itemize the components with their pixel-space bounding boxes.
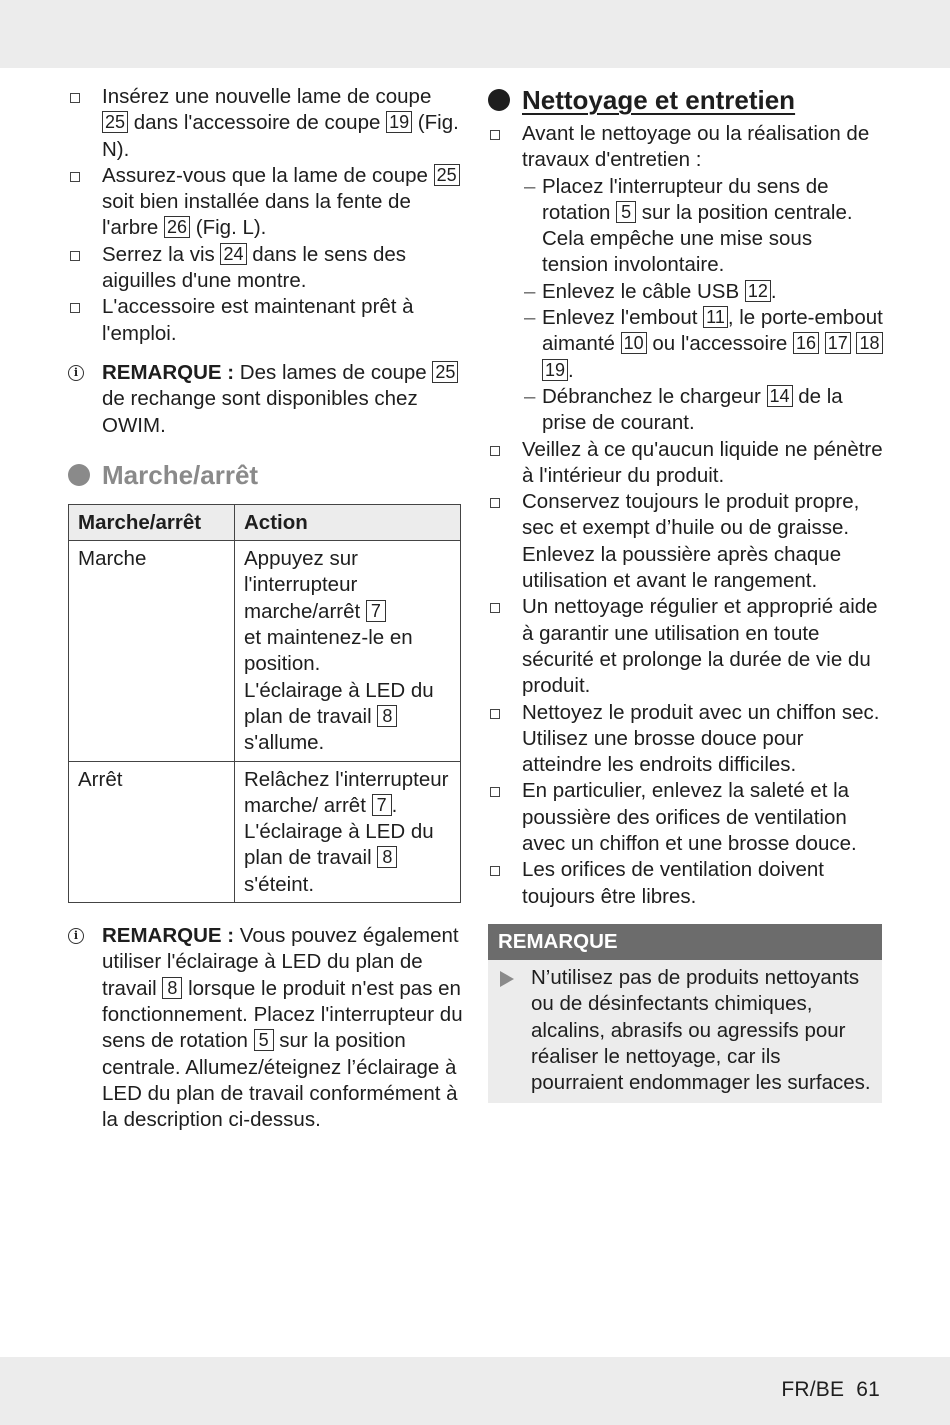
reference-number: 25: [432, 361, 458, 383]
reference-number: 17: [825, 332, 851, 354]
note-spare-blades: [68, 360, 463, 439]
reference-number: 16: [793, 332, 819, 354]
checkbox-bullet-icon: [70, 93, 80, 103]
list-item: [488, 594, 883, 699]
note-label: REMARQUE :: [102, 360, 235, 384]
reference-number: 18: [856, 332, 882, 354]
table-header-cell: Action: [235, 504, 461, 540]
list-item-text: Nettoyez le produit avec un chiffon sec. Utilisez une brosse douce pour atteindre les endroits difficiles.: [522, 700, 880, 777]
list-item: [488, 121, 883, 174]
reference-number: 7: [372, 794, 392, 816]
reference-number: 5: [254, 1029, 274, 1051]
footer-language: FR/BE: [781, 1378, 845, 1401]
steps-list-right: [488, 121, 883, 910]
header-band: [0, 0, 950, 68]
remark-box-text: N’utilisez pas de produits nettoyants ou de désinfectants chimiques, alcalins, abrasifs ou agressifs pour réaliser le nettoyage, car ils pourraient endommager les surfaces.: [531, 965, 871, 1095]
checkbox-bullet-icon: [490, 130, 500, 140]
list-item: [488, 437, 883, 490]
reference-number: 8: [162, 977, 182, 999]
list-item-text: L'accessoire est maintenant prêt à l'emploi.: [102, 295, 414, 345]
left-column: [68, 84, 463, 1133]
list-item-text: Veillez à ce qu'aucun liquide ne pénètre à l'intérieur du produit.: [522, 437, 883, 487]
dash-bullet-icon: –: [524, 306, 536, 330]
dash-bullet-icon: –: [524, 384, 536, 408]
remark-box: [488, 924, 882, 1103]
reference-number: 10: [621, 332, 647, 354]
reference-number: 7: [366, 600, 386, 622]
checkbox-bullet-icon: [490, 498, 500, 508]
list-item-text: Un nettoyage régulier et approprié aide à garantir une utilisation en toute sécurité et prolonge la durée de vie du produit.: [522, 595, 878, 698]
page-number: 61: [856, 1378, 880, 1401]
dash-bullet-icon: –: [524, 174, 536, 198]
note-label: REMARQUE :: [102, 924, 235, 948]
table-cell-action: Relâchez l'interrupteur marche/ arrêt 7 . L'éclairage à LED du plan de travail 8 s'éteint.: [235, 761, 461, 902]
sub-list-item: [488, 279, 883, 305]
table-header-row: [69, 504, 461, 540]
list-item-text: Assurez-vous que la lame de coupe 25 soit bien installée dans la fente de l'arbre 26 (Fig. L).: [102, 164, 460, 240]
checkbox-bullet-icon: [490, 709, 500, 719]
sub-list-item-text: Enlevez l'embout 11 , le porte-embout aimanté 10 ou l'accessoire 16 17 18 19 .: [542, 306, 883, 382]
list-item-text: Serrez la vis 24 dans le sens des aiguilles d'une montre.: [102, 242, 407, 293]
sub-list-item-text: Débranchez le chargeur 14 de la prise de courant.: [542, 384, 843, 435]
note-text: Vous pouvez également utiliser l'éclairage à LED du plan de travail 8 lorsque le produit n'est pas en fonctionnement. Placez l'interrupteur du sens de rotation 5 sur la position centrale. Allumez/éteignez l’éclairage à LED du plan de travail conformément à la description ci-dessus.: [102, 924, 463, 1132]
reference-number: 25: [102, 111, 128, 133]
sub-list-item: [488, 174, 883, 279]
reference-number: 8: [377, 846, 397, 868]
list-item: [488, 778, 883, 857]
section-heading-cleaning: [488, 84, 883, 116]
reference-number: 8: [377, 705, 397, 727]
list-item: [488, 857, 883, 910]
reference-number: 5: [616, 201, 636, 223]
list-item: [68, 294, 463, 347]
on-off-table: [68, 504, 461, 903]
remark-box-title: REMARQUE: [488, 924, 882, 960]
reference-number: 12: [745, 280, 771, 302]
table-row: [69, 761, 461, 902]
list-item: [488, 489, 883, 594]
table-cell-mode: Marche: [69, 541, 235, 761]
sub-list-item: [488, 384, 883, 437]
list-item-text: Les orifices de ventilation doivent toujours être libres.: [522, 858, 824, 908]
checkbox-bullet-icon: [490, 446, 500, 456]
reference-number: 19: [386, 111, 412, 133]
info-icon: i: [68, 365, 84, 381]
list-item-text: Conservez toujours le produit propre, sec et exempt d’huile ou de graisse. Enlevez la poussière après chaque utilisation et avant le rangement.: [522, 490, 860, 593]
reference-number: 19: [542, 359, 568, 381]
reference-number: 25: [434, 164, 460, 186]
table-cell-action: Appuyez sur l'interrupteur marche/arrêt 7 et maintenez-le en position. L'éclairage à LED du plan de travail 8 s'allume.: [235, 541, 461, 761]
table-header-cell: Marche/arrêt: [69, 504, 235, 540]
reference-number: 24: [220, 243, 246, 265]
note-led-light: [68, 923, 463, 1133]
steps-list-left: [68, 84, 463, 347]
triangle-bullet-icon: [500, 971, 514, 987]
sub-list-item: [488, 305, 883, 384]
sub-list-item-text: Enlevez le câble USB 12 .: [542, 279, 777, 303]
checkbox-bullet-icon: [70, 303, 80, 313]
list-item-text: Avant le nettoyage ou la réalisation de travaux d'entretien :: [522, 122, 870, 172]
dash-bullet-icon: –: [524, 279, 536, 303]
reference-number: 14: [767, 385, 793, 407]
list-item: [68, 84, 463, 163]
reference-number: 26: [164, 216, 190, 238]
section-bullet-icon: [68, 464, 90, 486]
section-title: Nettoyage et entretien: [522, 85, 796, 115]
note-text: Des lames de coupe 25 de rechange sont disponibles chez OWIM.: [102, 361, 458, 437]
checkbox-bullet-icon: [490, 866, 500, 876]
list-item: [68, 163, 463, 242]
checkbox-bullet-icon: [70, 172, 80, 182]
section-title: Marche/arrêt: [102, 459, 259, 490]
section-heading-on-off: [68, 459, 463, 491]
page-footer: [781, 1378, 880, 1402]
table-cell-mode: Arrêt: [69, 761, 235, 902]
sub-list-item-text: Placez l'interrupteur du sens de rotation 5 sur la position centrale. Cela empêche une mise sous tension involontaire.: [542, 174, 853, 277]
list-item-text: En particulier, enlevez la saleté et la poussière des orifices de ventilation avec un chiffon et une brosse douce.: [522, 779, 857, 856]
list-item: [488, 700, 883, 779]
checkbox-bullet-icon: [70, 251, 80, 261]
reference-number: 11: [703, 306, 728, 328]
checkbox-bullet-icon: [490, 603, 500, 613]
section-bullet-icon: [488, 89, 510, 111]
info-icon: i: [68, 928, 84, 944]
right-column: [488, 84, 883, 1103]
table-row: [69, 541, 461, 761]
list-item-text: Insérez une nouvelle lame de coupe 25 dans l'accessoire de coupe 19 (Fig. N).: [102, 85, 459, 161]
checkbox-bullet-icon: [490, 787, 500, 797]
remark-box-body: [488, 960, 882, 1103]
list-item: [68, 242, 463, 295]
